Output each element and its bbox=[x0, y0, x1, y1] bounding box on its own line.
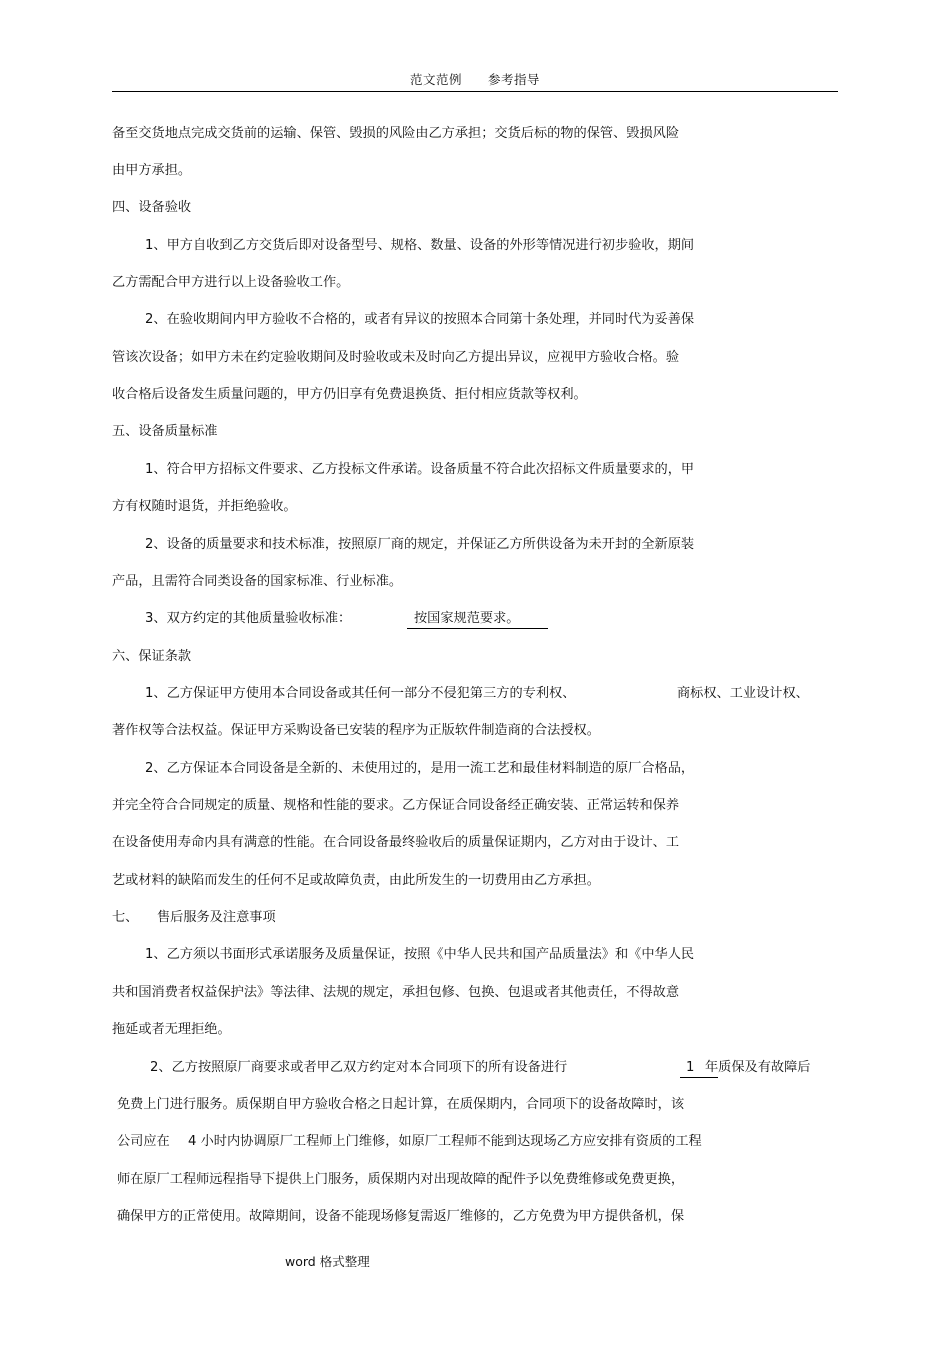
text-line: 由甲方承担。 bbox=[112, 163, 192, 178]
text-line: 管该次设备；如甲方未在约定验收期间及时验收或未及时向乙方提出异议，应视甲方验收合格。验 bbox=[112, 350, 680, 365]
text-line: 4 小时内协调原厂工程师上门维修，如原厂工程师不能到达现场乙方应安排有资质的工程 bbox=[188, 1134, 702, 1149]
text-line: 在设备使用寿命内具有满意的性能。在合同设备最终验收后的质量保证期内，乙方对由于设计、工 bbox=[112, 835, 680, 850]
section-heading-4: 四、设备验收 bbox=[112, 200, 192, 215]
text-line: 著作权等合法权益。保证甲方采购设备已安装的程序为正版软件制造商的合法授权。 bbox=[112, 723, 600, 738]
text-line: 乙方需配合甲方进行以上设备验收工作。 bbox=[112, 275, 350, 290]
text-line: 1、甲方自收到乙方交货后即对设备型号、规格、数量、设备的外形等情况进行初步验收，期间 bbox=[145, 238, 695, 253]
page-header bbox=[0, 70, 950, 88]
text-line: 免费上门进行服务。质保期自甲方验收合格之日起计算，在质保期内，合同项下的设备故障时，该 bbox=[117, 1097, 685, 1112]
text-line: 1、乙方保证甲方使用本合同设备或其任何一部分不侵犯第三方的专利权、 bbox=[145, 686, 576, 701]
text-line: 方有权随时退货，并拒绝验收。 bbox=[112, 499, 297, 514]
blank-underline bbox=[407, 628, 548, 629]
text-line: 共和国消费者权益保护法》等法律、法规的规定，承担包修、包换、包退或者其他责任，不得故意 bbox=[112, 985, 680, 1000]
text-line: 拖延或者无理拒绝。 bbox=[112, 1022, 231, 1037]
header-left-text: 范文范例 bbox=[409, 72, 462, 87]
text-line: 产品，且需符合同类设备的国家标准、行业标准。 bbox=[112, 574, 403, 589]
text-line: 并完全符合合同规定的质量、规格和性能的要求。乙方保证合同设备经正确安装、正常运转和保养 bbox=[112, 798, 680, 813]
section-heading-7: 售后服务及注意事项 bbox=[157, 910, 276, 925]
text-line: 1、乙方须以书面形式承诺服务及质量保证，按照《中华人民共和国产品质量法》和《中华人民 bbox=[145, 947, 695, 962]
text-line: 2、乙方保证本合同设备是全新的、未使用过的，是用一流工艺和最佳材料制造的原厂合格品， bbox=[145, 761, 695, 776]
text-line: 1、符合甲方招标文件要求、乙方投标文件承诺。设备质量不符合此次招标文件质量要求的，甲 bbox=[145, 462, 695, 477]
text-line: 2、乙方按照原厂商要求或者甲乙双方约定对本合同项下的所有设备进行 bbox=[150, 1060, 568, 1075]
text-line: 商标权、工业设计权、 bbox=[677, 686, 809, 701]
filled-standard-value: 按国家规范要求。 bbox=[414, 611, 520, 626]
text-line: 2、设备的质量要求和技术标准，按照原厂商的规定，并保证乙方所供设备为未开封的全新原装 bbox=[145, 537, 695, 552]
text-line: 收合格后设备发生质量问题的，甲方仍旧享有免费退换货、拒付相应货款等权利。 bbox=[112, 387, 587, 402]
text-line: 确保甲方的正常使用。故障期间，设备不能现场修复需返厂维修的，乙方免费为甲方提供备机，保 bbox=[117, 1209, 685, 1224]
text-line: 2、在验收期间内甲方验收不合格的，或者有异议的按照本合同第十条处理，并同时代为妥善保 bbox=[145, 312, 695, 327]
blank-underline bbox=[680, 1077, 718, 1078]
text-line: 师在原厂工程师远程指导下提供上门服务，质保期内对出现故障的配件予以免费维修或免费更换， bbox=[117, 1172, 685, 1187]
header-rule bbox=[112, 91, 838, 92]
text-line: 年质保及有故障后 bbox=[705, 1060, 811, 1075]
warranty-years-value: 1 bbox=[686, 1060, 695, 1075]
section-heading-6: 六、保证条款 bbox=[112, 649, 192, 664]
header-right-text: 参考指导 bbox=[488, 72, 541, 87]
page-footer: word 格式整理 bbox=[285, 1254, 370, 1269]
section-heading-5: 五、设备质量标准 bbox=[112, 424, 218, 439]
text-line: 3、双方约定的其他质量验收标准： bbox=[145, 611, 352, 626]
text-line: 艺或材料的缺陷而发生的任何不足或故障负责，由此所发生的一切费用由乙方承担。 bbox=[112, 873, 600, 888]
section-heading-7-number: 七、 bbox=[112, 910, 139, 925]
text-line: 备至交货地点完成交货前的运输、保管、毁损的风险由乙方承担；交货后标的物的保管、毁损风险 bbox=[112, 126, 680, 141]
text-line: 公司应在 bbox=[117, 1134, 170, 1149]
